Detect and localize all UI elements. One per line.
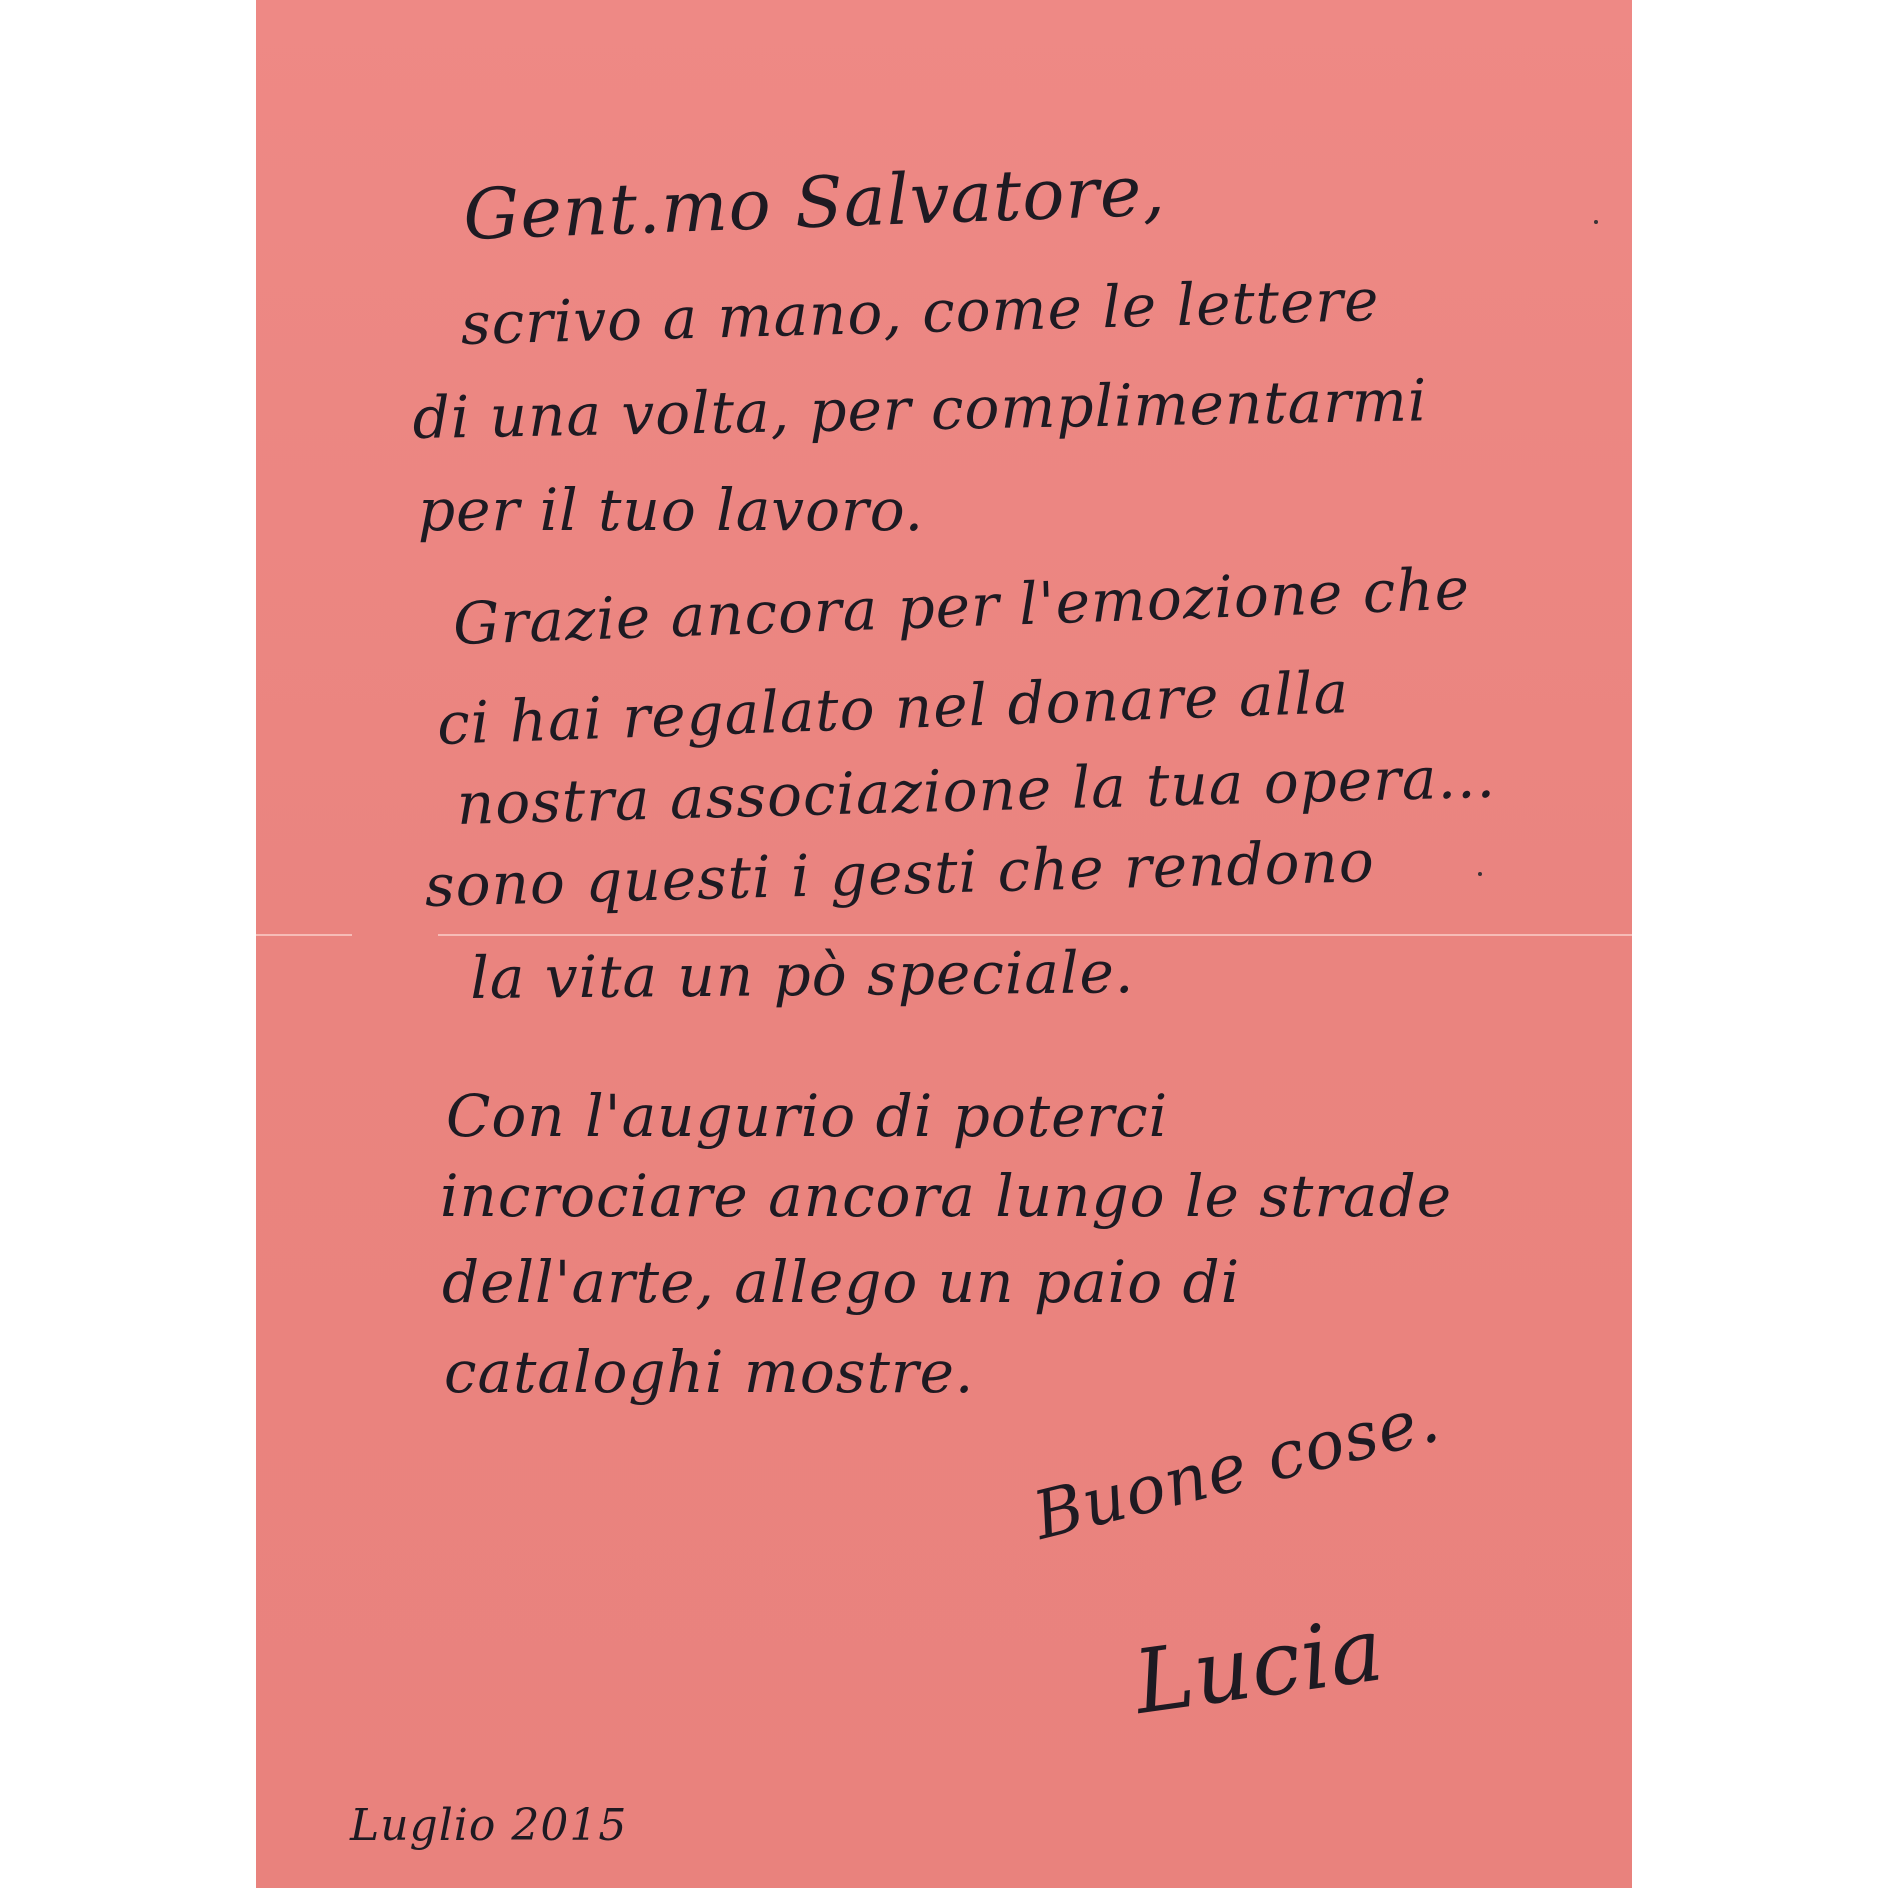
handwritten-signature: Lucia	[1128, 1597, 1390, 1734]
letter-line: di una volta, per complimentarmi	[412, 366, 1428, 452]
ink-speck	[1594, 220, 1598, 224]
letter-line: cataloghi mostre.	[444, 1338, 975, 1406]
letter-line: per il tuo lavoro.	[418, 476, 925, 544]
ink-speck	[1478, 872, 1482, 876]
paper-fold-crease	[256, 934, 352, 936]
letter-line: ci hai regalato nel donare alla	[436, 658, 1351, 758]
letter-line: la vita un pò speciale.	[470, 938, 1135, 1012]
letter-line: nostra associazione la tua opera...	[456, 742, 1497, 838]
letter-line: Con l'augurio di poterci	[446, 1082, 1169, 1150]
letter-line: incrociare ancora lungo le strade	[440, 1162, 1453, 1230]
paper-fold-crease	[438, 934, 1632, 936]
letter-salutation: Gent.mo Salvatore,	[462, 149, 1167, 256]
letter-line: sono questi i gesti che rendono	[424, 827, 1376, 920]
letter-line: dell'arte, allego un paio di	[442, 1248, 1241, 1316]
letter-date: Luglio 2015	[350, 1800, 628, 1851]
letter-line: Grazie ancora per l'emozione che	[452, 554, 1472, 658]
letter-sign-off: Buone cose.	[1026, 1379, 1448, 1555]
letter-line: scrivo a mano, come le lettere	[460, 265, 1381, 358]
